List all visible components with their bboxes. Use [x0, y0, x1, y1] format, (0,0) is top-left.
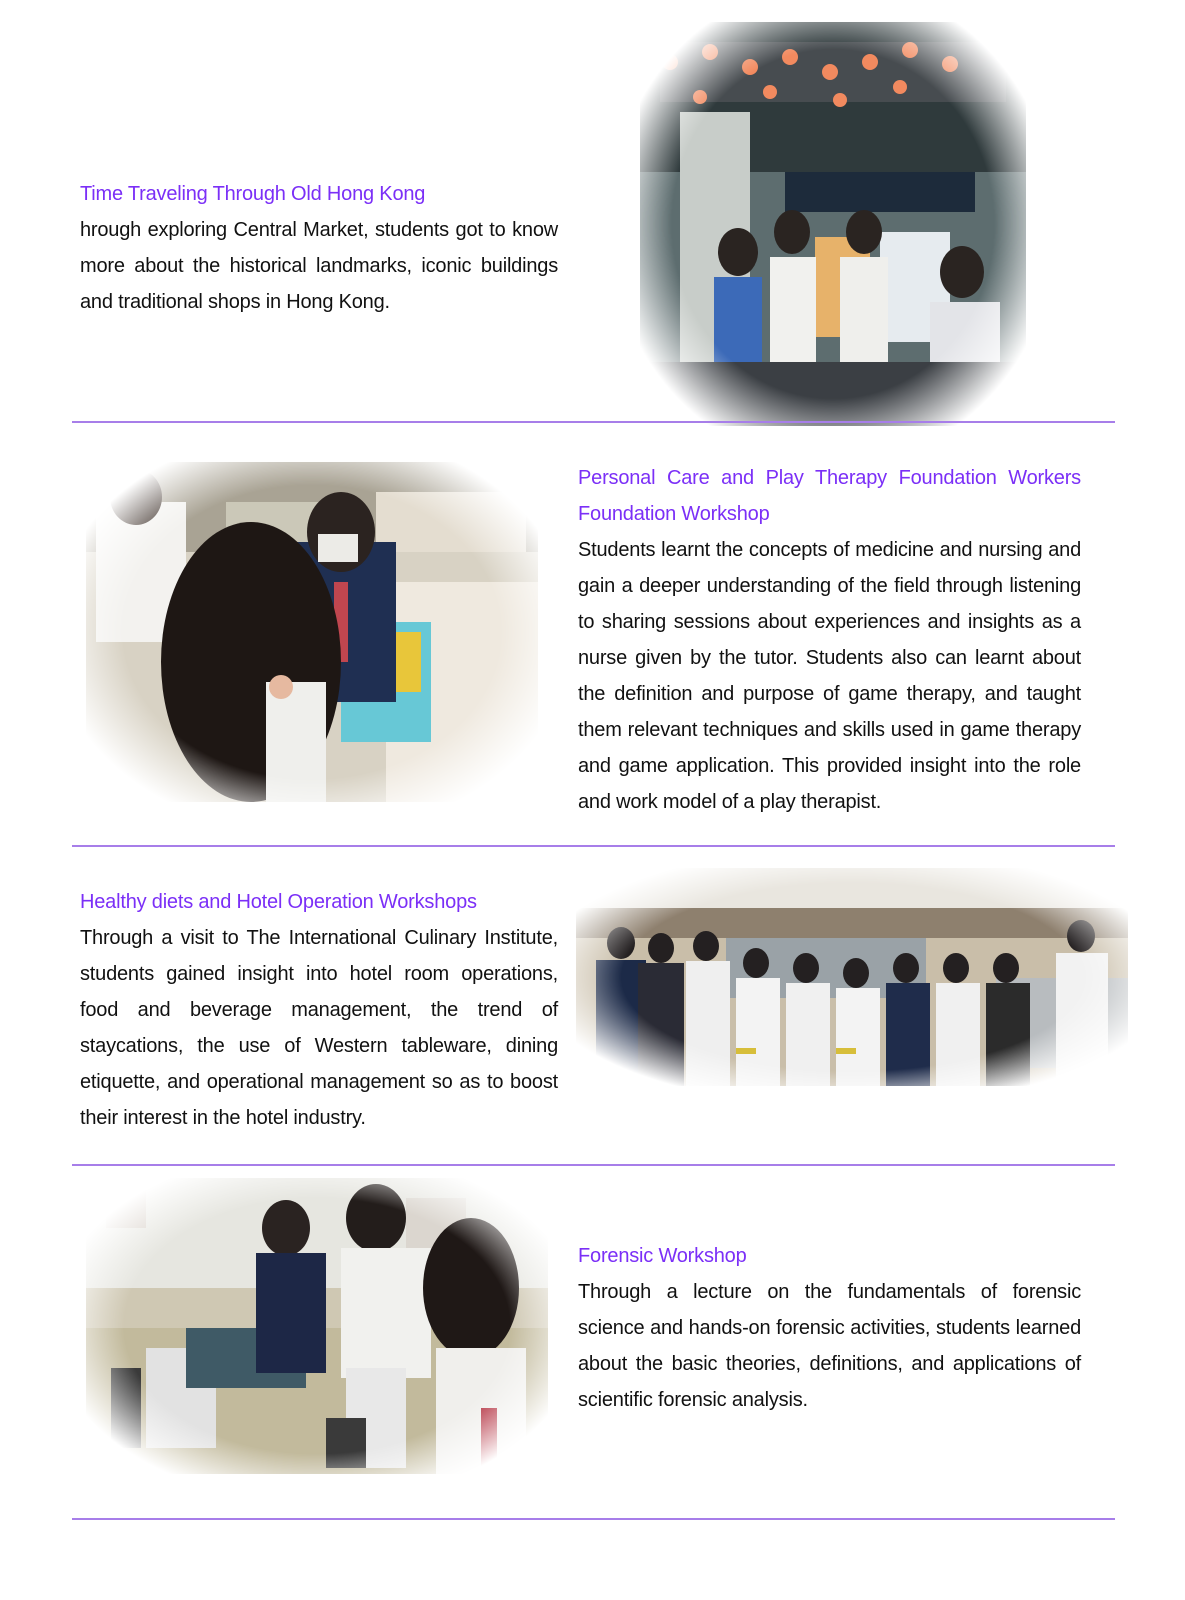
- forensic-lab-photo: [86, 1178, 548, 1474]
- play-therapy-photo: [86, 462, 538, 802]
- section-body: Students learnt the concepts of medicine and nursing and gain a deeper understanding of the field through listening to sharing sessions about experiences and insights as a nurse given by the tutor. Students also can learnt about the definition and purpose of game therapy, and taught them relevant techniques and skills used in game therapy and game application. This provided insight into the role and work model of a play therapist.: [578, 539, 1081, 813]
- section-divider: [72, 1164, 1115, 1166]
- forensic-lab-photo-art: [86, 1178, 548, 1474]
- play-therapy-photo-art: [86, 462, 538, 802]
- central-market-photo-art: [640, 22, 1026, 426]
- section-text: [578, 1238, 1081, 1418]
- section-body: Through a lecture on the fundamentals of forensic science and hands-on forensic activities, students learned about the basic theories, definitions, and applications of scientific forensic analysis.: [578, 1281, 1081, 1411]
- culinary-institute-photo-art: [576, 868, 1128, 1086]
- section-title: Time Traveling Through Old Hong Kong: [80, 183, 426, 205]
- central-market-photo: [640, 22, 1026, 426]
- section-text: [578, 460, 1081, 820]
- section-title: Healthy diets and Hotel Operation Workshops: [80, 891, 477, 913]
- section-title: Forensic Workshop: [578, 1245, 747, 1267]
- section-text: [80, 884, 558, 1136]
- section-title: Personal Care and Play Therapy Foundation Workers Foundation Workshop: [578, 467, 1081, 525]
- culinary-institute-photo: [576, 868, 1128, 1086]
- section-divider: [72, 845, 1115, 847]
- section-divider: [72, 421, 1115, 423]
- section-divider: [72, 1518, 1115, 1520]
- section-body: hrough exploring Central Market, students got to know more about the historical landmarks, iconic buildings and traditional shops in Hong Kong.: [80, 219, 558, 313]
- section-text: [80, 176, 558, 320]
- section-body: Through a visit to The International Culinary Institute, students gained insight into hotel room operations, food and beverage management, the trend of staycations, the use of Western tableware, dining etiquette, and operational management so as to boost their interest in the hotel industry.: [80, 927, 558, 1129]
